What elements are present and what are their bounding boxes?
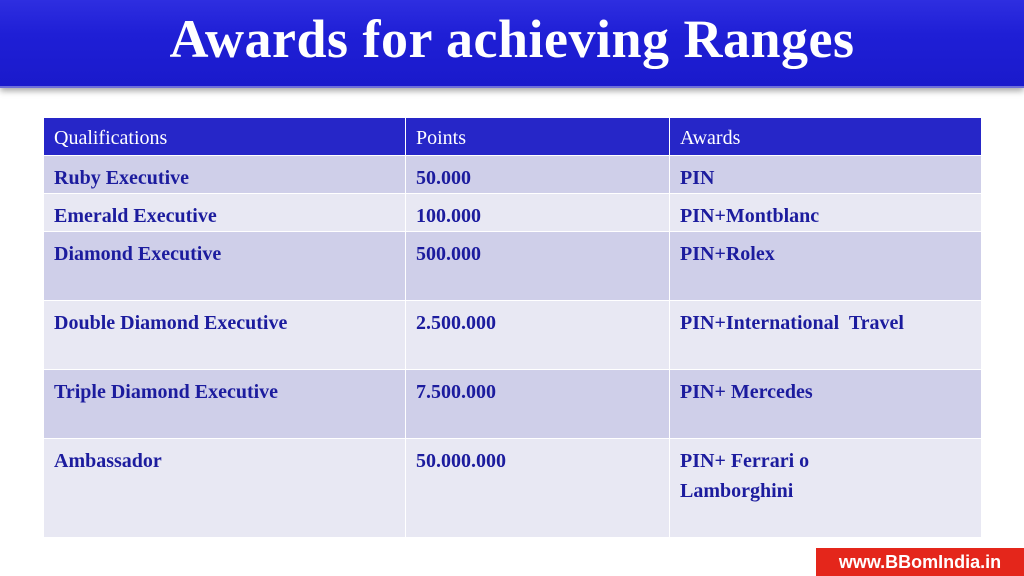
points-cell: 50.000: [406, 156, 670, 194]
table-row: [44, 156, 982, 194]
table-row: [44, 301, 982, 370]
table-header-row: [44, 118, 982, 156]
header-qualifications: Qualifications: [44, 118, 406, 156]
award-cell: PIN+ Ferrari o Lamborghini: [670, 439, 982, 538]
qualification-cell: Diamond Executive: [44, 232, 406, 301]
header-points: Points: [406, 118, 670, 156]
points-cell: 50.000.000: [406, 439, 670, 538]
qualification-cell: Emerald Executive: [44, 194, 406, 232]
table-row: [44, 370, 982, 439]
award-cell: PIN+International Travel: [670, 301, 982, 370]
points-cell: 500.000: [406, 232, 670, 301]
header-awards: Awards: [670, 118, 982, 156]
award-cell: PIN+Rolex: [670, 232, 982, 301]
qualification-cell: Ambassador: [44, 439, 406, 538]
table-row: [44, 439, 982, 538]
table-row: [44, 232, 982, 301]
awards-table: [43, 117, 982, 538]
award-cell: PIN+ Mercedes: [670, 370, 982, 439]
award-cell: PIN: [670, 156, 982, 194]
award-cell: PIN+Montblanc: [670, 194, 982, 232]
qualification-cell: Triple Diamond Executive: [44, 370, 406, 439]
points-cell: 7.500.000: [406, 370, 670, 439]
points-cell: 100.000: [406, 194, 670, 232]
page-title: Awards for achieving Ranges: [169, 9, 855, 69]
points-cell: 2.500.000: [406, 301, 670, 370]
title-bar: [0, 0, 1024, 88]
table-row: [44, 194, 982, 232]
qualification-cell: Ruby Executive: [44, 156, 406, 194]
site-watermark: www.BBomIndia.in: [816, 548, 1024, 576]
qualification-cell: Double Diamond Executive: [44, 301, 406, 370]
